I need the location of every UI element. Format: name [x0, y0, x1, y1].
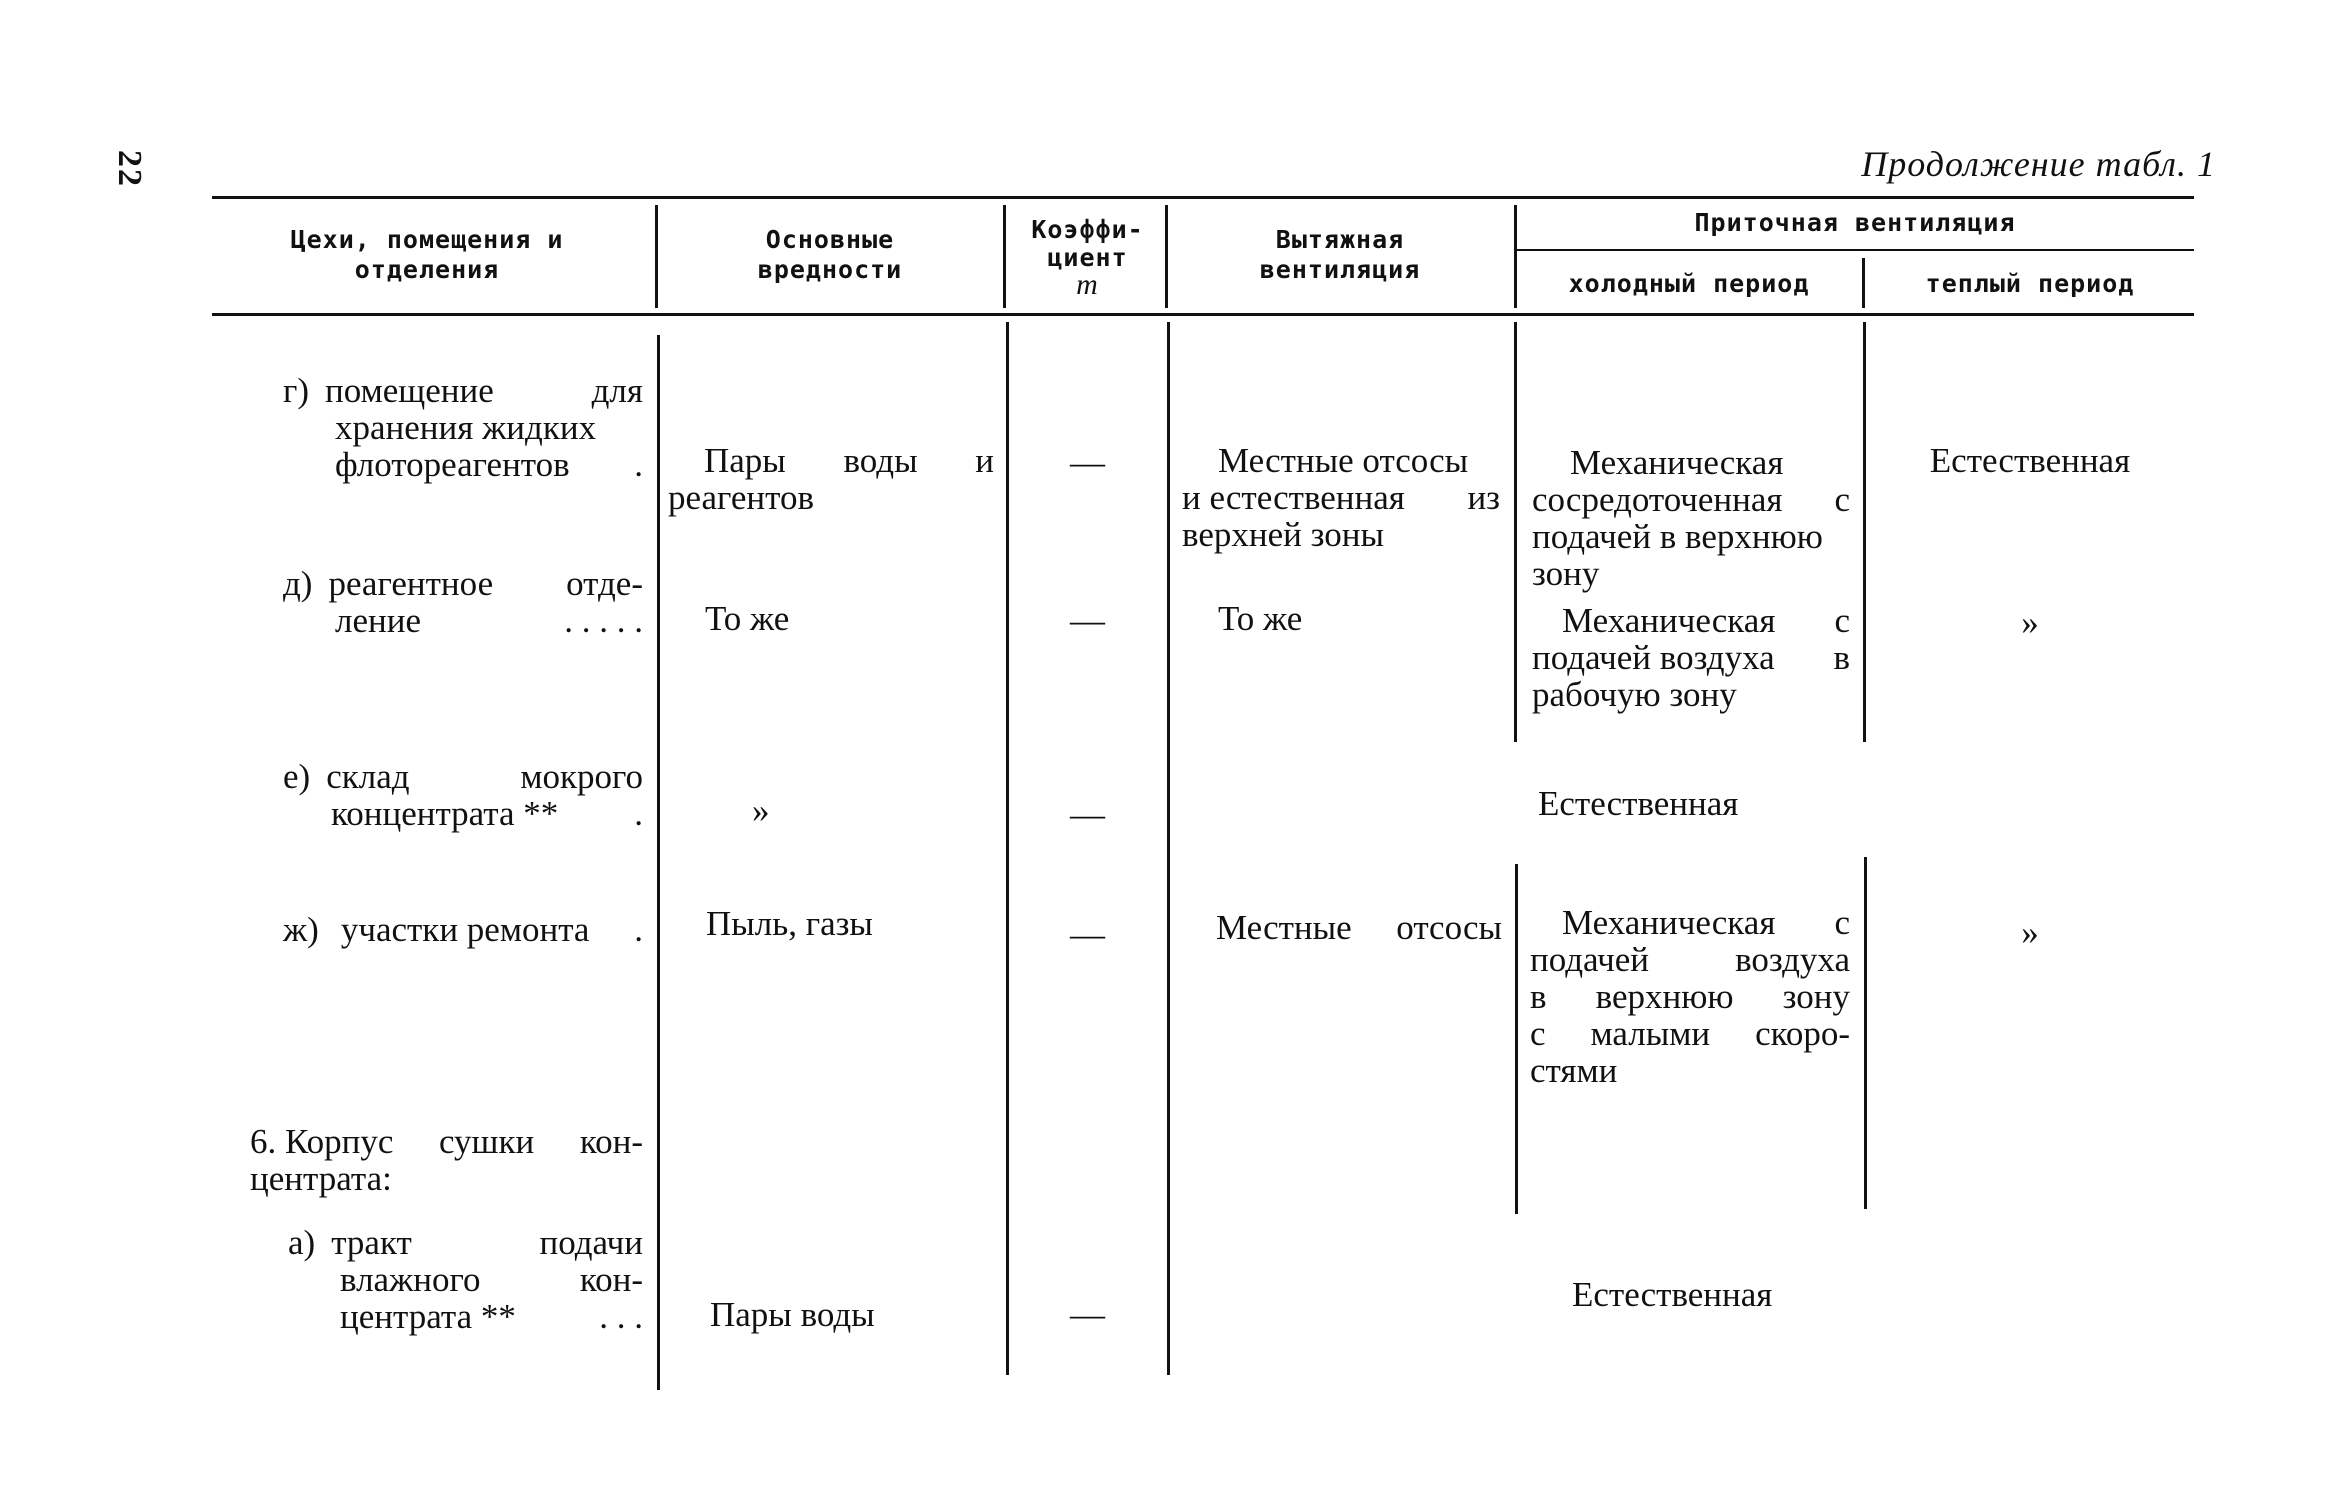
- row-g-coef: —: [1070, 443, 1105, 482]
- row-d-dots: . . . . .: [564, 601, 643, 640]
- row-zh-cold-line3c: зону: [1782, 977, 1850, 1016]
- row-zh-cold-line2b: воздуха: [1735, 940, 1850, 979]
- row-e-merged: Естественная: [1538, 784, 1739, 823]
- header-col-harmful: Основные вредности: [757, 225, 903, 284]
- page-number: 22: [111, 150, 148, 188]
- row-zh-cold: [1530, 904, 1850, 1089]
- row-zh-exhaust-b: отсосы: [1396, 908, 1502, 947]
- row-a-line1a: тракт: [331, 1223, 412, 1262]
- row-d-cold-line2a: подачей воздуха: [1532, 638, 1775, 677]
- row-g-cold-line2a: сосредоточенная: [1532, 480, 1783, 519]
- row-a-line2a: влажного: [340, 1260, 481, 1299]
- row-e-harm: »: [752, 791, 770, 830]
- row-zh-cold-line5: стями: [1530, 1051, 1618, 1090]
- row-d-marker: д): [283, 564, 313, 603]
- row-e-coef: —: [1070, 795, 1105, 834]
- row-g-harm: [668, 442, 994, 516]
- row-a-line1b: подачи: [539, 1223, 643, 1262]
- header-bottom-rule: [212, 313, 2194, 316]
- row-g-exhaust: [1182, 442, 1500, 553]
- row-d-exhaust: То же: [1218, 599, 1303, 638]
- row-e-line1b: мокрого: [520, 757, 643, 796]
- section-6-line2: центрата:: [250, 1159, 392, 1198]
- row-zh-cold-line4c: скоро-: [1755, 1014, 1850, 1053]
- row-zh-exhaust: [1216, 909, 1502, 946]
- row-g-harm-a: Пары: [704, 441, 786, 480]
- row-a-merged: Естественная: [1572, 1275, 1773, 1314]
- row-a-name: [288, 1224, 643, 1335]
- body-divider-2: [1006, 322, 1009, 1375]
- supply-header-rule: [1516, 249, 2194, 251]
- row-g-harm-c: и: [975, 441, 994, 480]
- row-d-cold: [1532, 602, 1850, 713]
- row-zh-cold-line1a: Механическая: [1562, 903, 1776, 942]
- row-zh-cold-line3a: в: [1530, 977, 1547, 1016]
- body-divider-3: [1167, 322, 1170, 1375]
- body-divider-4a: [1514, 322, 1517, 742]
- row-d-cold-line3: рабочую зону: [1532, 675, 1737, 714]
- section-6-line1b: сушки: [438, 1122, 535, 1161]
- row-g-marker: г): [283, 371, 310, 410]
- row-d-line1a: реагентное: [328, 564, 494, 603]
- row-zh-name: [283, 911, 643, 948]
- row-zh-cold-line1b: с: [1834, 903, 1850, 942]
- header-col-coefficient: [1010, 215, 1165, 299]
- row-e-dots: .: [634, 794, 643, 833]
- section-6-title: [250, 1123, 643, 1197]
- header-divider-5: [1862, 258, 1865, 308]
- row-a-harm: Пары воды: [710, 1295, 875, 1334]
- row-zh-marker: ж): [283, 910, 319, 949]
- row-zh-cold-line3b: верхнюю: [1595, 977, 1734, 1016]
- body-divider-4b: [1515, 864, 1518, 1214]
- row-g-line3: флотореагентов: [335, 445, 570, 484]
- header-col-cold-period: холодный период: [1568, 269, 1810, 298]
- row-g-dots: .: [634, 445, 643, 484]
- row-d-cold-line1a: Механическая: [1562, 601, 1776, 640]
- row-d-line2: ление: [335, 601, 421, 640]
- row-a-line3: центрата **: [340, 1297, 516, 1336]
- row-g-name: [283, 372, 643, 483]
- row-zh-warm: »: [2021, 913, 2039, 952]
- table-top-rule: [212, 196, 2194, 199]
- header-col-exhaust: Вытяжная вентиляция: [1259, 225, 1421, 284]
- row-zh-cold-line4a: с: [1530, 1014, 1546, 1053]
- row-g-exhaust-line3: верхней зоны: [1182, 515, 1384, 554]
- row-g-cold-line3: подачей в верхнюю: [1532, 517, 1823, 556]
- row-d-cold-line1b: с: [1834, 601, 1850, 640]
- row-d-cold-line2b: в: [1833, 638, 1850, 677]
- row-zh-harm: Пыль, газы: [706, 904, 873, 943]
- row-a-line2b: кон-: [579, 1260, 643, 1299]
- row-zh-cold-line4b: малыми: [1590, 1014, 1711, 1053]
- row-g-exhaust-line2a: и естественная: [1182, 478, 1405, 517]
- row-d-harm: То же: [705, 599, 790, 638]
- body-divider-1: [657, 335, 660, 1390]
- section-6-line1c: кон-: [579, 1122, 643, 1161]
- row-zh-line1: участки ремонта: [340, 910, 590, 949]
- header-divider-2: [1003, 205, 1006, 308]
- row-g-cold: [1532, 444, 1850, 592]
- row-g-cold-line1: Механическая: [1570, 443, 1784, 482]
- row-d-warm: »: [2021, 603, 2039, 642]
- row-zh-dots: .: [634, 910, 643, 949]
- row-g-harm-line2: реагентов: [668, 478, 815, 517]
- header-divider-3: [1165, 205, 1168, 308]
- header-coef-symbol: m: [1076, 268, 1099, 301]
- row-a-marker: а): [288, 1223, 316, 1262]
- row-e-marker: е): [283, 757, 311, 796]
- row-zh-exhaust-a: Местные: [1216, 908, 1352, 947]
- header-col-workshops: Цехи, помещения и отделения: [290, 225, 564, 284]
- row-g-cold-line4: зону: [1532, 554, 1600, 593]
- row-d-line1b: отде-: [566, 564, 643, 603]
- row-zh-cold-line2a: подачей: [1530, 940, 1650, 979]
- row-g-cold-line2b: с: [1834, 480, 1850, 519]
- row-g-exhaust-line1: Местные отсосы: [1218, 441, 1469, 480]
- header-col-warm-period: теплый период: [1925, 269, 2135, 298]
- section-6-line1a: 6. Корпус: [250, 1122, 394, 1161]
- row-zh-coef: —: [1070, 915, 1105, 954]
- row-g-line2: хранения жидких: [335, 408, 597, 447]
- row-a-dots: . . .: [599, 1297, 643, 1336]
- header-coef-line1: Коэффи-: [1031, 215, 1144, 244]
- row-e-name: [283, 758, 643, 832]
- header-col-supply: Приточная вентиляция: [1694, 208, 2016, 237]
- row-g-warm: Естественная: [1929, 441, 2131, 480]
- row-g-harm-b: воды: [843, 441, 918, 480]
- body-divider-5b: [1864, 857, 1867, 1209]
- table-continuation-title: Продолжение табл. 1: [1861, 144, 2216, 184]
- row-g-line1a: помещение: [325, 371, 494, 410]
- header-coef-line2: циент: [1047, 243, 1128, 272]
- row-g-exhaust-line2b: из: [1467, 478, 1500, 517]
- header-divider-1: [655, 205, 658, 308]
- body-divider-5a: [1863, 322, 1866, 742]
- row-d-name: [283, 565, 643, 639]
- row-e-line1a: склад: [326, 757, 410, 796]
- row-g-line1b: для: [591, 371, 643, 410]
- row-d-coef: —: [1070, 601, 1105, 640]
- row-a-coef: —: [1070, 1295, 1105, 1334]
- row-e-line2: концентрата **: [331, 794, 559, 833]
